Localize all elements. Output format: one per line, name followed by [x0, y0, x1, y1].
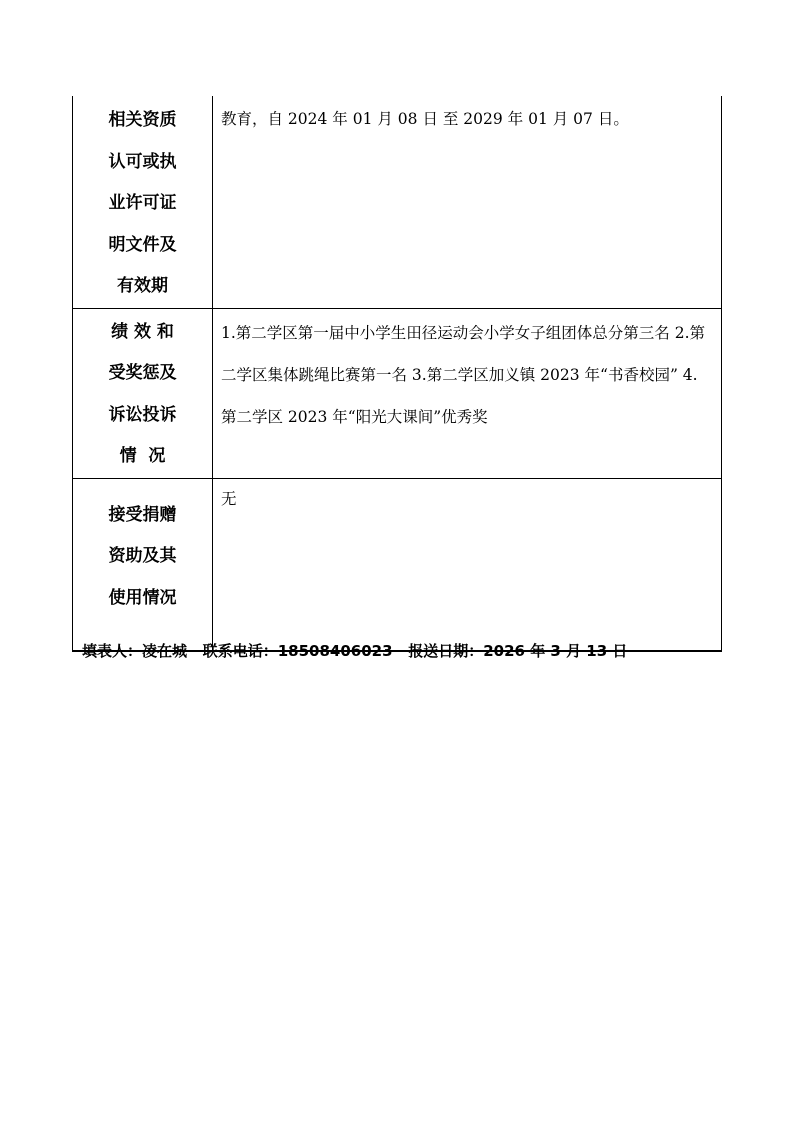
- donation-content: [213, 478, 722, 651]
- filler-name: 凌在城: [142, 642, 188, 660]
- performance-text: 1.第二学区第一届中小学生田径运动会小学女子组团体总分第三名 2.第二学区集体跳绳比赛第一名 3.第二学区加义镇 2023 年“书香校园” 4.第二学区 2023 年“阳光大课间”优秀奖: [221, 323, 706, 426]
- donation-label: [73, 478, 213, 651]
- performance-label: [73, 308, 213, 478]
- footer-info: [82, 640, 627, 661]
- label-line: 明文件及: [108, 234, 177, 255]
- qualification-text: 教育，自 2024 年 01 月 08 日 至 2029 年 01 月 07 日。: [221, 110, 629, 128]
- label-line: 接受捐赠: [108, 504, 177, 525]
- qualification-content: [213, 96, 722, 308]
- label-line: 有效期: [117, 276, 168, 296]
- date-label: 报送日期：: [408, 642, 484, 660]
- label-line: 资助及其: [108, 546, 177, 566]
- date-value: 2026 年 3 月 13 日: [483, 642, 628, 660]
- label-line: 诉讼投诉: [108, 404, 177, 425]
- phone-label: 联系电话：: [202, 642, 278, 660]
- qualification-row: [73, 96, 722, 308]
- label-line: 使用情况: [108, 587, 177, 608]
- label-line: 相关资质: [108, 110, 177, 130]
- performance-row: [73, 308, 722, 478]
- donation-row: [73, 478, 722, 651]
- qualification-label: [73, 96, 213, 308]
- filler-label: 填表人：: [82, 642, 143, 660]
- label-line: 受奖惩及: [108, 363, 177, 383]
- label-line: 绩 效 和: [111, 321, 174, 342]
- donation-text: 无: [221, 489, 237, 508]
- label-line: 认可或执: [108, 151, 177, 172]
- label-line: 业许可证: [108, 193, 177, 213]
- label-line: 情 况: [119, 446, 166, 466]
- info-table: [72, 96, 722, 652]
- phone-value: 18508406023: [277, 642, 393, 660]
- performance-content: [213, 308, 722, 478]
